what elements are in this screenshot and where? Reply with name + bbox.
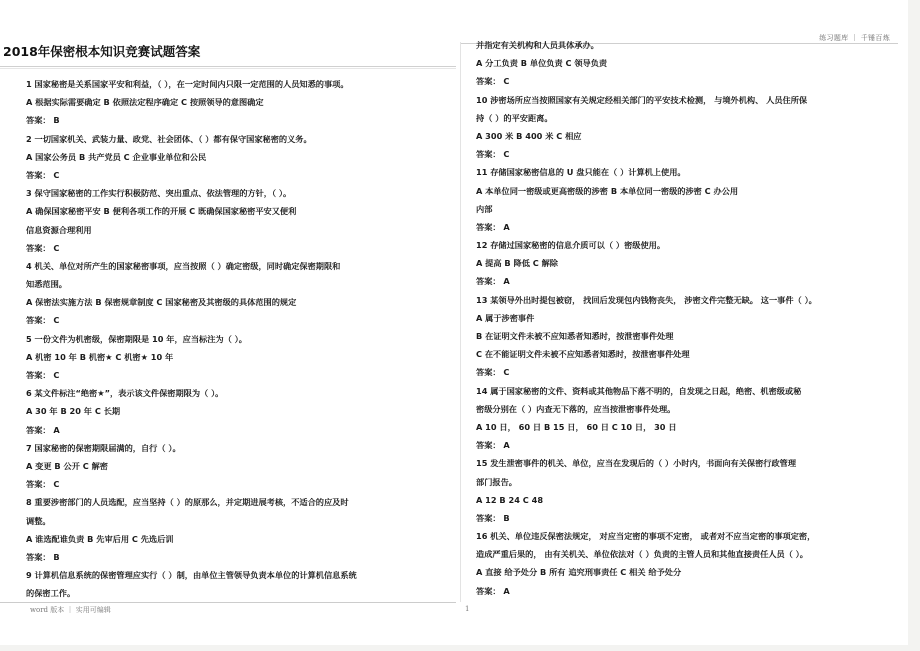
question-text-line: A 机密 10 年 B 机密★ C 机密★ 10 年 — [26, 351, 174, 362]
question-text-line: 持（ ）的平安距离。 — [476, 112, 553, 123]
question-text-line: 2 一切国家机关、武装力量、政党、社会团体、（ ）都有保守国家秘密的义务。 — [26, 133, 312, 144]
question-text-line: A 直接 给予处分 B 所有 追究刑事责任 C 相关 给予处分 — [476, 567, 682, 578]
column-divider — [460, 42, 461, 602]
question-text-line: A 确保国家秘密平安 B 便利各项工作的开展 C 既确保国家秘密平安又便利 — [26, 206, 297, 217]
question-text-line: A 12 B 24 C 48 — [476, 494, 544, 505]
answer-line: 答案： C — [476, 367, 510, 378]
answer-line: 答案： B — [26, 551, 60, 562]
question-text-line: 10 涉密场所应当按照国家有关规定经相关部门的平安技术检测， 与境外机构、 人员住所保 — [476, 94, 808, 105]
question-text-line: 5 一份文件为机密级，保密期限是 10 年，应当标注为（ ）。 — [26, 333, 247, 344]
question-text-line: 部门报告。 — [476, 476, 517, 487]
title-divider — [0, 66, 456, 67]
right-column — [476, 36, 906, 600]
answer-line: 答案： C — [26, 242, 60, 253]
question-text-line: B 在证明文件未被不应知悉者知悉时，按泄密事件处理 — [476, 331, 674, 341]
question-text-line: A 提高 B 降低 C 解除 — [476, 258, 558, 269]
question-text-line: 知悉范围。 — [26, 279, 67, 290]
question-text-line: 13 某领导外出时提包被窃， 找回后发现包内钱物丧失， 涉密文件完整无缺。 这一事件（ ）。 — [476, 294, 817, 305]
answer-line: 答案： A — [476, 221, 510, 232]
question-text-line: A 分工负责 B 单位负责 C 领导负责 — [476, 58, 608, 69]
question-text-line: A 300 米 B 400 米 C 相应 — [476, 130, 582, 141]
question-text-line: 6 某文件标注“绝密★”，表示该文件保密期限为（ ）。 — [26, 388, 224, 399]
question-text-line: A 根据实际需要确定 B 依照法定程序确定 C 按照领导的意图确定 — [26, 97, 264, 108]
answer-line: 答案： B — [26, 115, 60, 126]
question-text-line: 11 存储国家秘密信息的 U 盘只能在（ ）计算机上使用。 — [476, 167, 686, 178]
footer-divider — [0, 602, 456, 603]
question-text-line: A 属于涉密事件 — [476, 312, 535, 323]
answer-line: 答案： A — [26, 424, 60, 435]
question-text-line: 14 属于国家秘密的文件、资料或其他物品下落不明的，自发现之日起，绝密、机密级或秘 — [476, 385, 802, 396]
answer-line: 答案： C — [26, 370, 60, 380]
question-text-line: 7 国家秘密的保密期限届满的，自行（ ）。 — [26, 442, 181, 453]
question-text-line: A 变更 B 公开 C 解密 — [26, 460, 108, 471]
question-text-line: 造成严重后果的， 由有关机关、单位依法对（ ）负责的主管人员和其他直接责任人员（ ）。 — [476, 549, 808, 560]
question-text-line: 的保密工作。 — [26, 588, 76, 599]
answer-line: 答案： A — [476, 276, 510, 287]
question-text-line: A 30 年 B 20 年 C 长期 — [26, 406, 121, 417]
question-text-line: C 在不能证明文件未被不应知悉者知悉时，按泄密事件处理 — [476, 349, 690, 360]
answer-line: 答案： C — [476, 76, 510, 87]
answer-line: 答案： C — [476, 149, 510, 160]
page-number: 1 — [465, 605, 470, 613]
answer-line: 答案： C — [26, 169, 60, 180]
left-column — [26, 75, 456, 602]
question-text-line: 内部 — [476, 203, 493, 214]
question-text-line: 16 机关、单位违反保密法规定， 对应当定密的事项不定密， 或者对不应当定密的事项定密， — [476, 531, 816, 542]
question-text-line: 1 国家秘密是关系国家平安和利益，（ ），在一定时间内只限一定范围的人员知悉的事项。 — [26, 79, 349, 89]
question-text-line: A 国家公务员 B 共产党员 C 企业事业单位和公民 — [26, 151, 207, 162]
question-text-line: 12 存储过国家秘密的信息介质可以（ ）密级使用。 — [476, 240, 666, 251]
footer-note: word 版本 ｜ 实用可编辑 — [30, 606, 111, 614]
question-text-line: 9 计算机信息系统的保密管理应实行（ ）制，由单位主管领导负责本单位的计算机信息系统 — [26, 570, 357, 581]
question-text-line: A 本单位同一密级或更高密级的涉密 B 本单位同一密级的涉密 C 办公用 — [476, 185, 739, 196]
answer-line: 答案： A — [476, 440, 510, 451]
question-text-line: 3 保守国家秘密的工作实行积极防范、突出重点、依法管理的方针，（ ）。 — [26, 188, 292, 199]
answer-line: 答案： B — [476, 512, 510, 523]
question-text-line: 调整。 — [26, 515, 51, 526]
answer-line: 答案： A — [476, 585, 510, 596]
answer-line: 答案： C — [26, 315, 60, 326]
question-text-line: 15 发生泄密事件的机关、单位，应当在发现后的（ ）小时内，书面向有关保密行政管理 — [476, 458, 797, 469]
title-divider-secondary — [0, 68, 456, 69]
question-text-line: A 谁选配谁负责 B 先审后用 C 先选后训 — [26, 533, 174, 544]
question-text-line: A 保密法实施方法 B 保密规章制度 C 国家秘密及其密级的具体范围的规定 — [26, 297, 297, 308]
question-text-line: 8 重要涉密部门的人员选配，应当坚持（ ）的原那么，并定期进展考核，不适合的应及时 — [26, 497, 349, 508]
question-text-line: A 10 日， 60 日 B 15 日， 60 日 C 10 日， 30 日 — [476, 421, 677, 432]
answer-line: 答案： C — [26, 479, 60, 490]
question-text-line: 并指定有关机构和人员具体承办。 — [476, 40, 599, 50]
question-text-line: 密级分别在（ ）内查无下落的，应当按泄密事件处理。 — [476, 403, 676, 414]
question-text-line: 4 机关、单位对所产生的国家秘密事项，应当按照（ ）确定密级，同时确定保密期限和 — [26, 260, 341, 271]
question-text-line: 信息资源合理利用 — [26, 224, 92, 235]
page-title: 2018年保密根本知识竞赛试题答案 — [3, 44, 201, 59]
header-tags: 练习题库 ｜ 千锤百炼 — [819, 34, 890, 42]
